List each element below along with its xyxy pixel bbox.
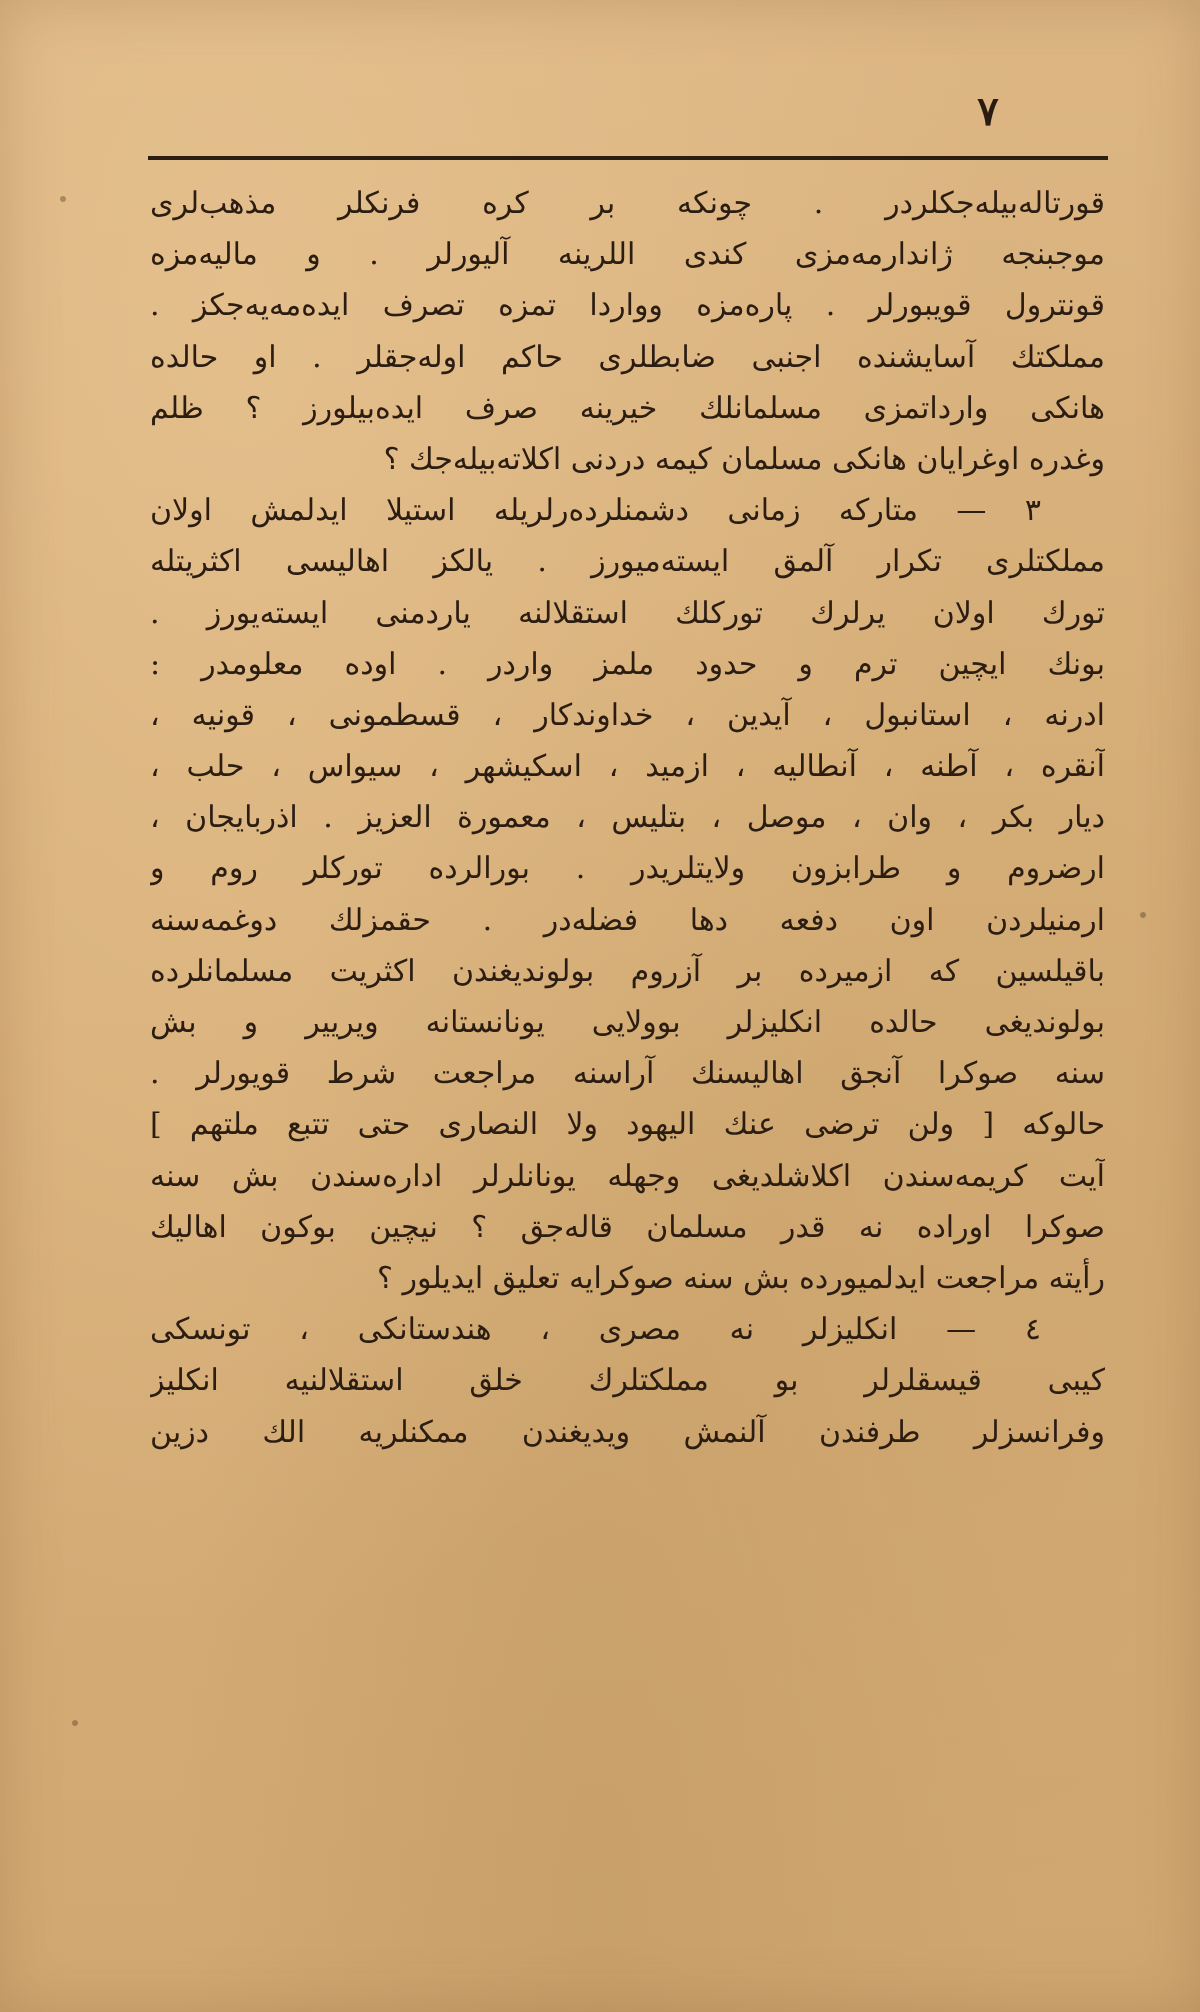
text-line: مملكتلرى تكرار آلمق ايسته‌ميورز . يالكز اهاليسى اكثريتله <box>150 544 1105 580</box>
page-number: ٧ <box>977 88 999 135</box>
text-line: آيت كريمه‌سندن اكلاشلديغى وجهله يونانلرلر اداره‌سندن بش سنه <box>150 1158 1105 1194</box>
text-line: بولونديغى حالده انكليزلر بوولايى يونانستانه ويريير و بش <box>150 1005 1105 1040</box>
text-line: بونك ايچين ترم و حدود ملمز واردر . اوده معلومدر : <box>150 646 1105 682</box>
text-line: وغدره اوغرايان هانكى مسلمان كيمه دردنى اكلاته‌بيله‌جك ؟ <box>383 441 1105 477</box>
text-line: سنه صوكرا آنجق اهاليسنك آراسنه مراجعت شرط قويورلر . <box>150 1056 1105 1092</box>
text-line: قونترول قويبورلر . پاره‌مزه وواردا تمزه تصرف ايده‌مه‌يه‌جكز . <box>150 288 1105 324</box>
text-line: ادرنه ، استانبول ، آيدين ، خداوندكار ، قسطمونى ، قونيه ، <box>150 697 1105 733</box>
paper-speck <box>60 196 66 202</box>
text-line: صوكرا اوراده نه قدر مسلمان قاله‌جق ؟ نيچين بوكون اهاليك <box>150 1209 1105 1245</box>
text-line: رأيته مراجعت ايدلميورده بش سنه صوكرايه تعليق ايديلور ؟ <box>377 1260 1105 1296</box>
text-line: موجبنجه ژاندارمه‌مزى كندى اللرينه آليورلر . و ماليه‌مزه <box>150 237 1105 273</box>
body-text <box>150 178 1105 1458</box>
text-line: تورك اولان يرلرك توركلك استقلالنه ياردمنى ايسته‌يورز . <box>150 595 1105 631</box>
quranic-verse-line: حالوكه [ ولن ترضى عنك اليهود ولا النصارى حتى تتبع ملتهم ] <box>150 1107 1105 1143</box>
text-line: ارضروم و طرابزون ولايتلريدر . بورالرده توركلر روم و <box>150 851 1105 887</box>
paper-speck <box>72 1720 78 1726</box>
text-line: آنقره ، آطنه ، آنطاليه ، ازميد ، اسكيشهر ، سيواس ، حلب ، <box>150 749 1105 785</box>
text-line: مملكتك آسايشنده اجنبى ضابطلرى حاكم اوله‌جقلر . او حالده <box>150 339 1105 375</box>
text-line: ديار بكر ، وان ، موصل ، بتليس ، معمورة العزيز . اذربايجان ، <box>150 800 1105 836</box>
numbered-paragraph-4: ٤ — انكليزلر نه مصرى ، هندستانكى ، تونسكى <box>150 1312 1041 1348</box>
header-rule <box>148 156 1108 160</box>
paper-speck <box>1140 912 1146 918</box>
text-line: هانكى وارداتمزى مسلمانلك خيرينه صرف ايده‌بيلورز ؟ ظلم <box>150 390 1105 426</box>
numbered-paragraph-3: ٣ — متاركه زمانى دشمنلرده‌رلريله استيلا ايدلمش اولان <box>150 493 1041 529</box>
text-line: باقيلسين كه ازميرده بر آزروم بولونديغندن اكثريت مسلمانلرده <box>150 953 1105 989</box>
text-line: ارمنيلردن اون دفعه دها فضله‌در . حقمزلك دوغمه‌سنه <box>150 902 1105 938</box>
text-line: قورتاله‌بيله‌جكلردر . چونكه بر كره فرنكلر مذهب‌لرى <box>150 186 1105 221</box>
text-line: وفرانسزلر طرفندن آلنمش ويديغندن ممكنلريه الك دزين <box>150 1414 1105 1450</box>
text-line: كيبى قيسقلرلر بو مملكتلرك خلق استقلالنيه انكليز <box>150 1363 1105 1399</box>
